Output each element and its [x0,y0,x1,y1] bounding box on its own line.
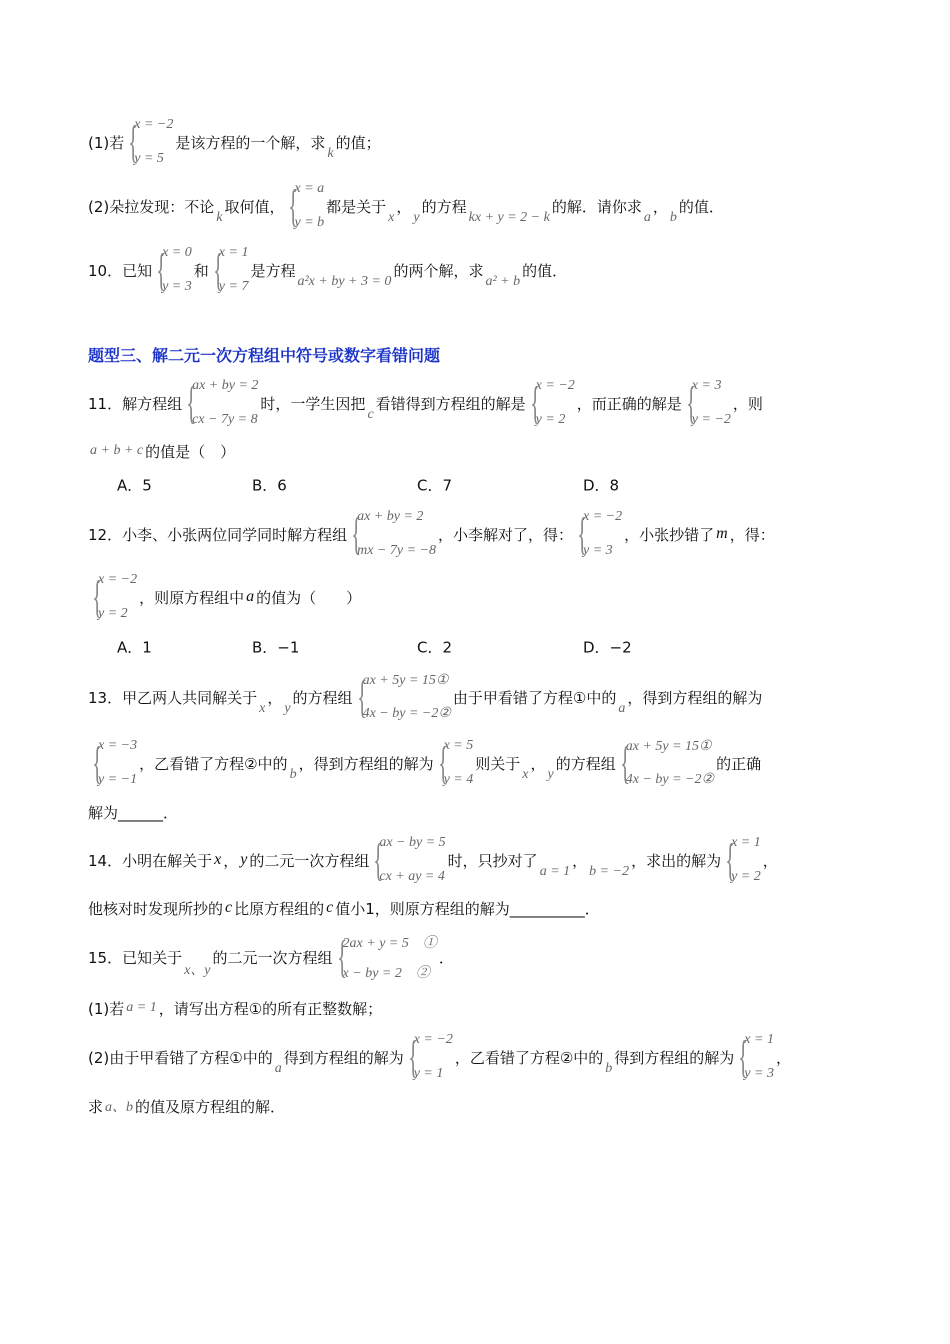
brace-icon: { [685,377,696,428]
math-expression: y [413,210,420,225]
equation-system [371,835,445,885]
equation-row: 4x − by = −2② [625,772,715,787]
text: ， [267,688,283,707]
text: (2)朵拉发现：不论 [88,197,215,216]
text: 13．甲乙两人共同解关于 [88,688,258,707]
brace-icon: { [725,834,736,885]
math-expression: x [214,851,222,868]
equation-row: x = 3 [691,378,722,393]
math-expression: a、b [105,1100,134,1115]
math-expression: x、y [184,963,211,978]
text: ，则原方程组中 [139,588,245,607]
equation-row: 2ax + y = 5 ① [342,936,437,951]
brace-icon: { [92,571,103,622]
brace-icon: { [529,377,540,428]
equation-row: x = a [294,181,325,196]
option-a: A．1 [117,638,152,657]
equation-system [184,378,258,428]
text: ，得到方程组的解为 [298,754,434,773]
math-expression: a + b + c [90,443,144,458]
equation-row: x = 1 [744,1032,774,1047]
text: 的值及原方程组的解． [135,1097,286,1116]
math-expression: m [716,525,728,542]
equation-system [723,835,761,885]
text: 由于甲看错了方程①中的 [452,688,617,707]
text: 的值． [678,197,724,216]
section-heading: 题型三、解二元一次方程组中符号或数字看错问题 [88,345,441,365]
equation-row: ax + 5y = 15① [625,739,712,754]
text: 14．小明在解关于 [88,851,213,870]
brace-icon: { [156,244,167,295]
equation-row: y = −1 [98,772,138,787]
text: ，得到方程组的解为 [627,688,763,707]
math-expression: kx + y = 2 − k [468,210,550,225]
brace-icon: { [351,508,362,559]
equation-row: y = 2 [98,606,128,621]
equation-row: y = 3 [162,279,192,294]
equation-row: ax + by = 2 [357,509,424,524]
text: 是方程 [250,261,296,280]
text-line [88,786,178,838]
text: 的值． [522,261,568,280]
text: 的方程组 [292,688,353,707]
text-line [88,931,454,983]
equation-row: x − by = 2 ② [342,966,430,981]
text: 12．小李、小张两位同学同时解方程组 [88,525,348,544]
text: 的二元一次方程组 [249,851,370,870]
option-a: A．5 [117,476,152,495]
equation-system [736,1032,774,1082]
math-expression: a = 1 [539,864,571,879]
equation-row: 4x − by = −2② [362,706,451,721]
text-line [88,425,235,477]
text-line [88,834,778,886]
brace-icon: { [92,737,103,788]
text: 都是关于 [326,197,387,216]
equation-row: cx − 7y = 8 [192,412,258,427]
text-line [88,377,763,429]
text-line [88,982,382,1034]
text-line [88,671,762,723]
math-expression: y [284,701,291,716]
equation-row: y = 5 [134,151,164,166]
text: 和 [193,261,209,280]
text: ，则 [732,394,763,413]
equation-row: x = 5 [443,738,474,753]
text: 的值是（ ） [145,442,236,461]
text: 时，只抄对了 [447,851,538,870]
text: 值小1，则原方程组的解为__________． [335,899,600,918]
text-line [88,116,381,168]
text: ． [438,948,454,967]
equation-row: x = 1 [218,245,249,260]
text: ，乙看错了方程②中的 [139,754,288,773]
equation-row: y = 1 [413,1066,444,1081]
text: 得到方程组的解为 [283,1048,404,1067]
text: 取何值， [224,197,285,216]
text: ， [572,851,588,870]
text: ， [396,197,412,216]
text: 解为______． [88,803,179,822]
equation-system [211,245,249,295]
text: (1)若 [88,133,125,152]
math-expression: a [274,1061,282,1076]
equation-system [436,738,474,788]
text: (2)由于甲看错了方程①中的 [88,1048,273,1067]
text: 看错得到方程组的解是 [375,394,526,413]
option-b: B．−1 [252,638,300,657]
text: ， [530,754,546,773]
brace-icon: { [186,377,197,428]
equation-row: x = −2 [535,378,575,393]
text: 是该方程的一个解，求 [175,133,326,152]
equation-row: x = 0 [162,245,192,260]
brace-icon: { [407,1031,418,1082]
text-line [88,508,775,560]
text: ，求出的解为 [631,851,722,870]
equation-row: ax − by = 5 [379,835,446,850]
math-expression: a = 1 [126,1000,157,1015]
text: ， [775,1048,791,1067]
brace-icon: { [128,116,139,167]
brace-icon: { [619,737,630,788]
text: ，请写出方程①的所有正整数解； [158,999,383,1018]
text: 求 [88,1097,104,1116]
brace-icon: { [212,244,223,295]
brace-icon: { [356,671,367,722]
equation-row: x = −2 [98,572,138,587]
math-expression: b = −2 [589,864,630,879]
option-c: C．7 [417,476,453,495]
equation-system [684,378,731,428]
equation-system [286,181,324,231]
text: ，得： [729,525,775,544]
option-d: D．−2 [583,638,632,657]
equation-system [349,509,436,559]
brace-icon: { [373,834,384,885]
text: 的方程 [421,197,467,216]
text-line [88,737,761,789]
text: ，小李解对了，得： [437,525,573,544]
text: 的两个解，求 [393,261,484,280]
equation-row: ax + 5y = 15① [362,673,449,688]
text: 15．已知关于 [88,948,183,967]
text: 的二元一次方程组 [212,948,333,967]
text: 10．已知 [88,261,153,280]
text: 的方程组 [555,754,616,773]
text-line [88,1031,791,1083]
brace-icon: { [336,931,347,982]
text: ， [652,197,668,216]
equation-row: y = 3 [744,1066,774,1081]
text: 的值； [335,133,381,152]
brace-icon: { [577,508,588,559]
equation-system [355,672,451,722]
equation-row: y = b [294,215,325,230]
brace-icon: { [738,1031,749,1082]
text: 他核对时发现所抄的 [88,899,224,918]
equation-system [154,245,192,295]
math-expression: a²x + by + 3 = 0 [297,274,392,289]
equation-system [528,378,575,428]
equation-system [126,117,173,167]
text-line [88,571,361,623]
option-b: B．6 [252,476,287,495]
equation-row: x = −2 [134,117,174,132]
option-d: D．8 [583,476,620,495]
equation-system [406,1032,453,1082]
math-expression: c [326,899,334,916]
math-expression: b [289,767,297,782]
equation-row: cx + ay = 4 [379,869,445,884]
text: 的值为（ ） [256,588,362,607]
text-line [88,180,724,232]
equation-row: y = 2 [731,869,761,884]
math-expression: k [327,146,334,161]
text: ，而正确的解是 [576,394,682,413]
math-expression: a [618,701,626,716]
math-expression: b [605,1061,613,1076]
text-line [88,882,600,934]
equation-row: x = 1 [731,835,761,850]
equation-row: x = −3 [98,738,138,753]
text: ， [223,851,239,870]
text: 比原方程组的 [234,899,325,918]
math-expression: x [259,701,266,716]
equation-row: y = 3 [583,543,613,558]
equation-system [335,932,437,982]
math-expression: c [225,899,233,916]
text: 的正确 [716,754,762,773]
text: 的解．请你求 [551,197,642,216]
text: 11．解方程组 [88,394,183,413]
text-line [88,244,567,296]
equation-row: x = −2 [413,1032,453,1047]
equation-row: x = −2 [583,509,623,524]
math-expression: a² + b [485,274,521,289]
text: 时，一学生因把 [260,394,366,413]
text: 则关于 [475,754,521,773]
equation-system [90,572,137,622]
equation-row: mx − 7y = −8 [357,543,436,558]
math-expression: c [367,407,374,422]
math-expression: y [547,767,554,782]
equation-row: y = 2 [535,412,566,427]
equation-system [575,509,622,559]
math-expression: b [669,210,677,225]
equation-row: y = −2 [691,412,731,427]
text-line [88,1080,285,1132]
equation-system [618,738,714,788]
math-expression: k [216,210,223,225]
text: ，小张抄错了 [624,525,715,544]
equation-row: ax + by = 2 [192,378,259,393]
text: ， [762,851,778,870]
math-expression: a [643,210,651,225]
math-expression: x [522,767,529,782]
brace-icon: { [437,737,448,788]
text: ，乙看错了方程②中的 [454,1048,604,1067]
brace-icon: { [288,180,299,231]
math-expression: y [240,851,248,868]
text: 得到方程组的解为 [614,1048,735,1067]
math-expression: x [388,210,395,225]
equation-row: y = 4 [443,772,474,787]
math-expression: a [246,588,255,605]
text: (1)若 [88,999,125,1018]
equation-system [90,738,137,788]
equation-row: y = 7 [218,279,249,294]
option-c: C．2 [417,638,453,657]
